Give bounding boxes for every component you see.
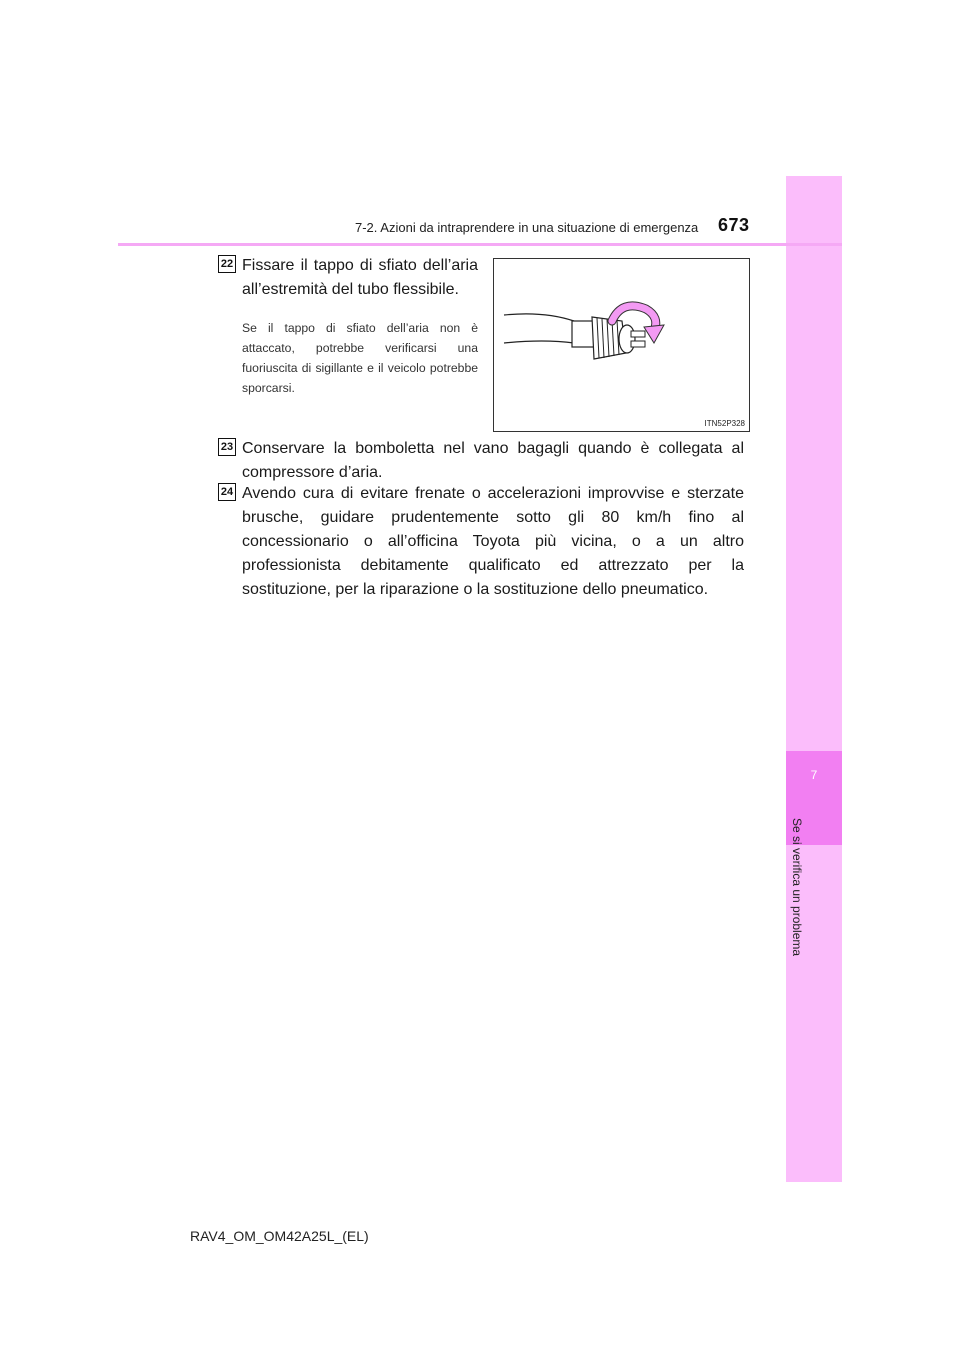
chapter-number: 7 (810, 768, 818, 782)
step-badge-22: 22 (218, 255, 236, 273)
illustration-air-vent-cap (493, 258, 750, 432)
chapter-title: Se si verifica un problema (790, 818, 804, 957)
hose-cap-rotate-icon (494, 259, 749, 431)
document-code: RAV4_OM_OM42A25L_(EL) (190, 1228, 369, 1244)
step-24-text: Avendo cura di evitare frenate o accelerazioni improvvise e sterzate brusche, guidare prudentemente sotto gli 80 km/h fino al concessionario o all’officina Toyota più vicina, o a un altro professionista debitamente qualificato ed attrezzato per la sostituzione, per la riparazione o la sostituzione dello pneumatico. (242, 485, 744, 598)
step-badge-24: 24 (218, 483, 236, 501)
step-22-text: Fissare il tappo di sfiato dell’aria all’estremità del tubo flessibile. (242, 257, 478, 298)
step-23-text: Conservare la bomboletta nel vano bagagli quando è collegata al compressore d’aria. (242, 440, 744, 481)
step-22-note: Se il tappo di sfiato dell’aria non è attaccato, potrebbe verificarsi una fuoriuscita di sigillante e il veicolo potrebbe sporcarsi. (242, 321, 478, 395)
chapter-side-tab (786, 176, 842, 1182)
figure-code: ITN52P328 (704, 419, 745, 428)
section-title: 7-2. Azioni da intraprendere in una situazione di emergenza (355, 220, 699, 235)
header-divider (118, 243, 842, 246)
page-number: 673 (718, 215, 750, 235)
step-badge-23: 23 (218, 438, 236, 456)
